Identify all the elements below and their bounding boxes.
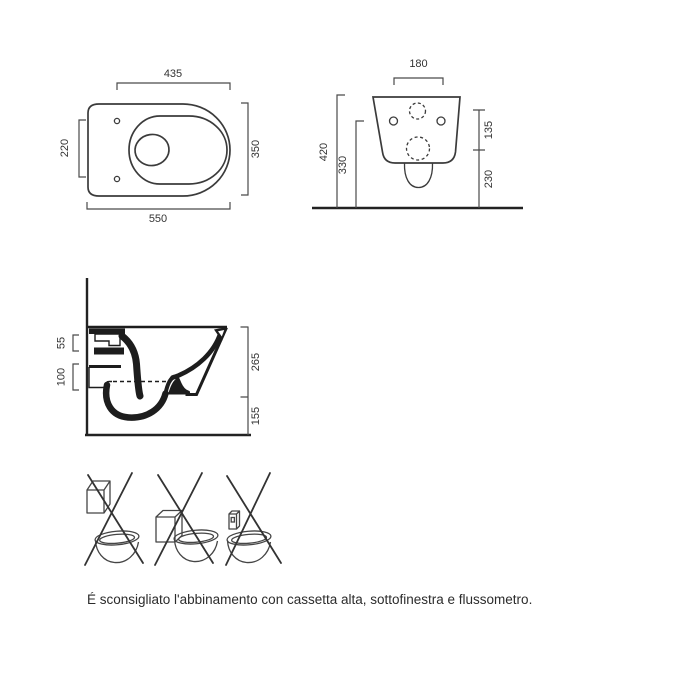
dim-label-155: 155 [250, 406, 262, 426]
no-high-cistern-icon [85, 473, 143, 565]
fixing-hole-right [437, 117, 445, 125]
no-flushometer-icon [226, 473, 281, 565]
dim-label-350: 350 [250, 139, 262, 159]
dim-line-330 [356, 121, 364, 208]
high-cistern-box [87, 481, 110, 513]
mount-bracket [95, 334, 120, 346]
dim-line-265-155 [241, 327, 249, 435]
dim-label-230: 230 [483, 169, 495, 189]
dim-bracket-180 [394, 78, 443, 85]
hinge-hole-bottom [114, 176, 119, 181]
dim-label-330: 330 [337, 155, 349, 175]
flush-channel [122, 336, 140, 396]
dim-bracket-220 [79, 120, 86, 177]
dim-bracket-55 [73, 335, 79, 351]
dim-label-180: 180 [409, 58, 428, 70]
rear-view [312, 58, 523, 208]
water-inlet [410, 103, 426, 119]
dim-bracket-350 [241, 103, 248, 195]
dim-label-55: 55 [55, 336, 68, 350]
waste-outlet [407, 137, 430, 160]
toilet-bowl-sketch [173, 528, 218, 561]
side-view [56, 278, 263, 435]
dim-label-220: 220 [59, 138, 71, 158]
warning-icons [85, 473, 281, 565]
fixing-hole-left [390, 117, 398, 125]
toilet-plan-outline [88, 104, 230, 196]
top-view [59, 68, 262, 225]
mount-band-upper [89, 329, 125, 335]
dim-label-100: 100 [55, 367, 68, 387]
dim-bracket-550 [87, 202, 230, 209]
dim-label-435: 435 [163, 68, 183, 80]
hinge-hole-top [114, 118, 119, 123]
dim-label-265: 265 [250, 352, 262, 372]
no-low-cistern-icon [155, 473, 219, 565]
dim-bracket-100 [73, 364, 79, 390]
dim-bracket-435 [117, 83, 230, 90]
mount-band-lower [94, 348, 124, 355]
dim-label-550: 550 [148, 213, 168, 225]
dim-line-420 [337, 95, 345, 208]
dim-label-420: 420 [318, 142, 330, 162]
seat-rim [129, 116, 227, 184]
advisory-caption: É sconsigliato l'abbinamento con cassetta alta, sottofinestra e flussometro. [87, 592, 533, 607]
toilet-bowl-sketch [226, 529, 271, 562]
toilet-rear-outline [373, 97, 460, 163]
drain-hole [133, 132, 171, 167]
dim-label-135: 135 [483, 120, 495, 140]
trap-rear [404, 163, 432, 188]
